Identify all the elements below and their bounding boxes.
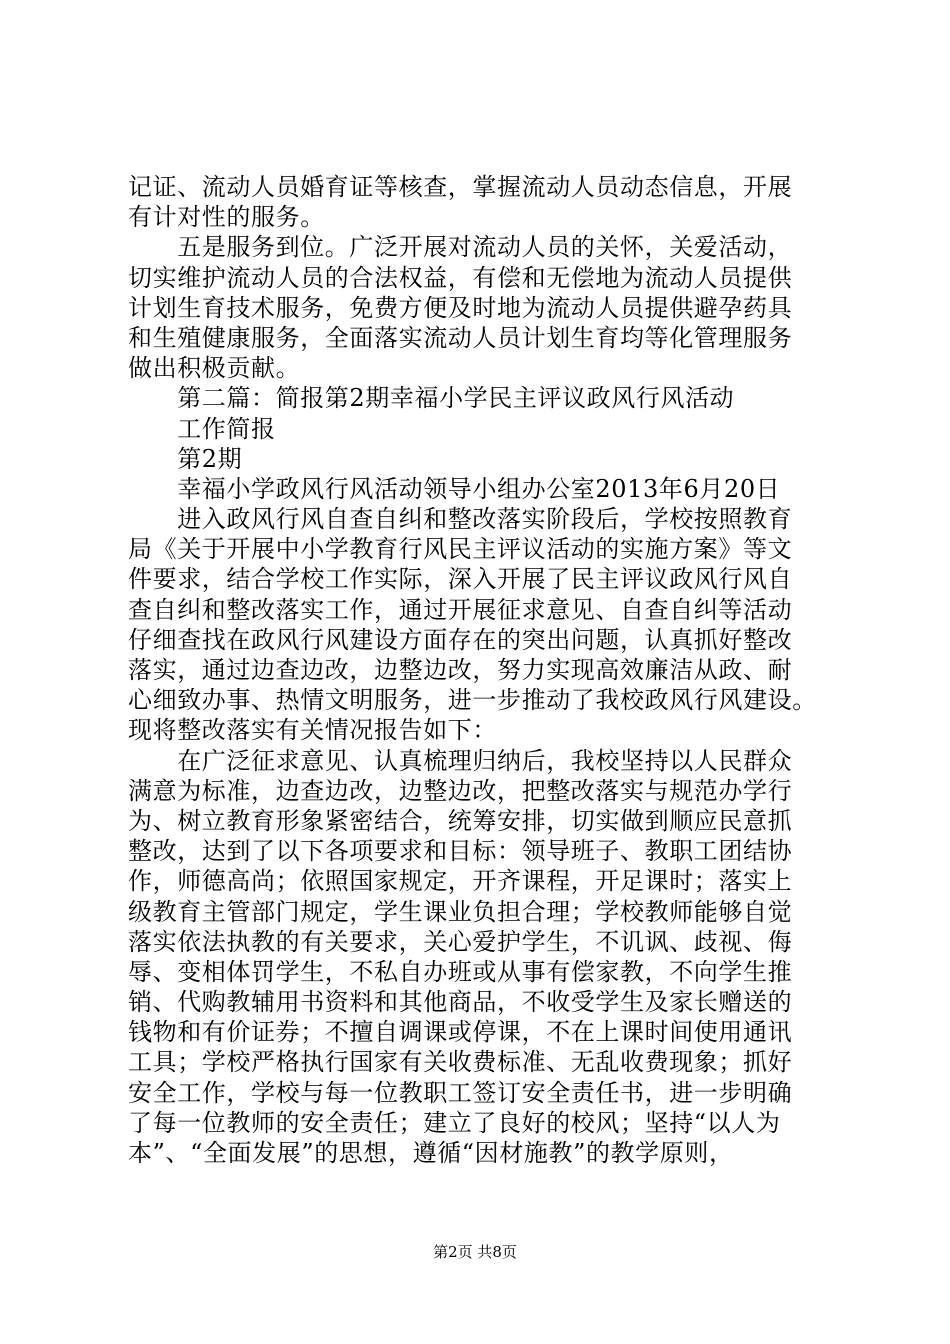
text-line: 心细致办事、热情文明服务，进一步推动了我校政风行风建设。 <box>128 686 817 715</box>
text-line: 计划生育技术服务，免费方便及时地为流动人员提供避孕药具 <box>128 293 793 322</box>
text-line: 落实，通过边查边改，边整边改，努力实现高效廉洁从政、耐 <box>128 656 793 684</box>
text-line: 仔细查找在政风行风建设方面存在的突出问题，认真抓好整改 <box>128 625 793 654</box>
text-line: 有计对性的服务。 <box>128 203 325 232</box>
text-line: 和生殖健康服务，全面落实流动人员计划生育均等化管理服务 <box>128 323 793 352</box>
text-line: 在广泛征求意见、认真梳理归纳后，我校坚持以人民群众 <box>128 746 793 775</box>
text-line: 做出积极贡献。 <box>128 354 301 383</box>
page-footer: 第2页 共8页 <box>433 1243 517 1261</box>
text-line: 为、树立教育形象紧密结合，统筹安排，切实做到顺应民意抓 <box>128 806 793 835</box>
text-line: 级教育主管部门规定，学生课业负担合理；学校教师能够自觉 <box>128 897 793 926</box>
text-line: 切实维护流动人员的合法权益，有偿和无偿地为流动人员提供 <box>128 263 793 292</box>
text-line: 进入政风行风自查自纠和整改落实阶段后，学校按照教育 <box>128 505 793 534</box>
text-line: 本”、“全面发展”的思想，遵循“因材施教”的教学原则， <box>128 1139 734 1167</box>
text-line: 安全工作，学校与每一位教职工签订安全责任书，进一步明确 <box>128 1078 793 1107</box>
text-line: 作，师德高尚；依照国家规定，开齐课程，开足课时；落实上 <box>128 867 793 896</box>
text-line: 销、代购教辅用书资料和其他商品，不收受学生及家长赠送的 <box>128 988 793 1017</box>
bulletin-title: 工作简报 <box>128 414 276 443</box>
text-line: 工具；学校严格执行国家有关收费标准、无乱收费现象；抓好 <box>128 1048 793 1077</box>
text-line: 件要求，结合学校工作实际，深入开展了民主评议政风行风自 <box>128 565 793 594</box>
text-line: 局《关于开展中小学教育行风民主评议活动的实施方案》等文 <box>128 535 793 564</box>
issue-number: 第2期 <box>128 444 243 473</box>
text-line: 五是服务到位。广泛开展对流动人员的关怀，关爱活动， <box>128 233 793 262</box>
section-heading: 第二篇：简报第2期幸福小学民主评议政风行风活动 <box>128 384 735 413</box>
text-line: 查自纠和整改落实工作，通过开展征求意见、自查自纠等活动 <box>128 595 793 624</box>
text-line: 落实依法执教的有关要求，关心爱护学生，不讥讽、歧视、侮 <box>128 927 793 956</box>
document-body <box>128 172 840 1168</box>
text-line: 辱、变相体罚学生，不私自办班或从事有偿家教，不向学生推 <box>128 957 793 986</box>
text-line: 整改，达到了以下各项要求和目标：领导班子、教职工团结协 <box>128 837 793 866</box>
issuer-date: 幸福小学政风行风活动领导小组办公室2013年6月20日 <box>128 474 781 503</box>
text-line: 满意为标准，边查边改，边整边改，把整改落实与规范办学行 <box>128 776 793 805</box>
text-line: 现将整改落实有关情况报告如下： <box>128 716 497 745</box>
text-line: 钱物和有价证券；不擅自调课或停课，不在上课时间使用通讯 <box>128 1018 793 1047</box>
text-line: 记证、流动人员婚育证等核查，掌握流动人员动态信息，开展 <box>128 173 793 201</box>
text-line: 了每一位教师的安全责任；建立了良好的校风；坚持“以人为 <box>128 1108 781 1137</box>
